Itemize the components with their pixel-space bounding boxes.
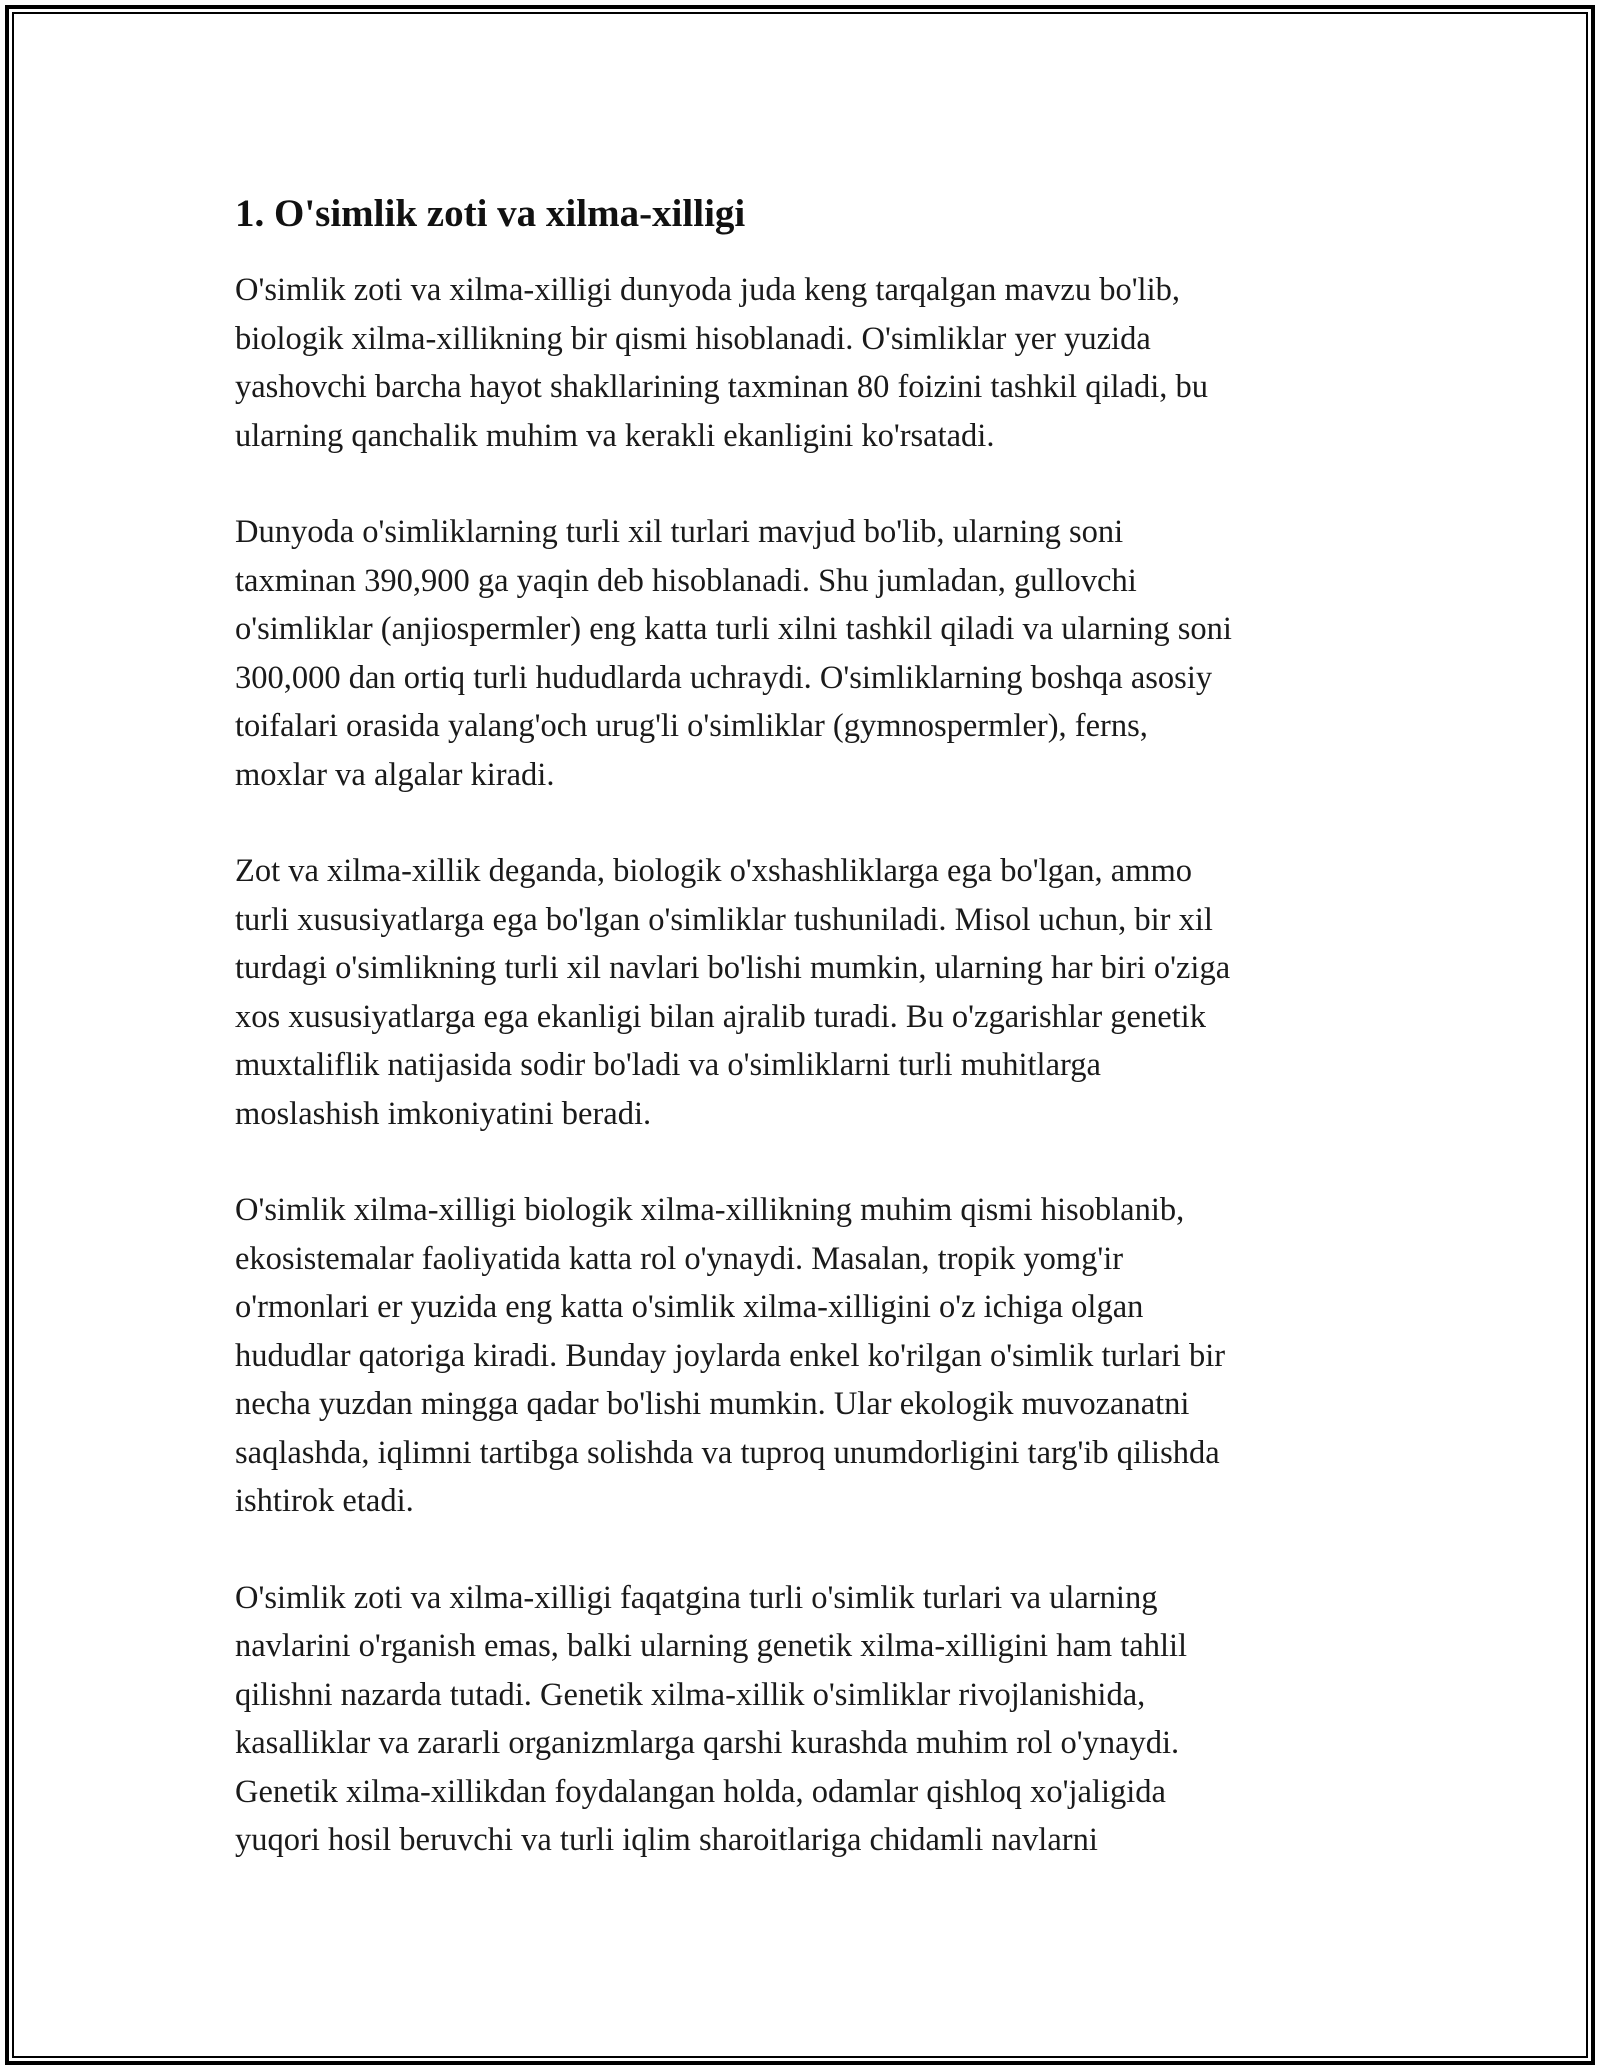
paragraph: [235, 508, 1375, 799]
paragraph-line: Genetik xilma-xillikdan foydalangan holda, odamlar qishloq xo'jaligida: [235, 1773, 1166, 1810]
paragraph-line: 300,000 dan ortiq turli hududlarda uchraydi. O'simliklarning boshqa asosiy: [235, 659, 1213, 696]
paragraph-line: biologik xilma-xillikning bir qismi hisoblanadi. O'simliklar yer yuzida: [235, 320, 1151, 357]
paragraph: [235, 1186, 1375, 1526]
paragraph-line: qilishni nazarda tutadi. Genetik xilma-xillik o'simliklar rivojlanishida,: [235, 1676, 1146, 1713]
paragraph-line: xos xususiyatlarga ega ekanligi bilan ajralib turadi. Bu o'zgarishlar genetik: [235, 998, 1206, 1035]
paragraph-line: turli xususiyatlarga ega bo'lgan o'simliklar tushuniladi. Misol uchun, bir xil: [235, 901, 1213, 938]
paragraph-line: ishtirok etadi.: [235, 1483, 414, 1519]
paragraph-line: yuqori hosil beruvchi va turli iqlim sharoitlariga chidamli navlarni: [235, 1822, 1098, 1858]
paragraph: [235, 847, 1375, 1138]
document-body: [235, 190, 1375, 1913]
paragraph-line: moxlar va algalar kiradi.: [235, 756, 555, 793]
paragraph-line: yashovchi barcha hayot shakllarining taxminan 80 foizini tashkil qiladi, bu: [235, 369, 1208, 405]
paragraph-line: o'simliklar (anjiospermler) eng katta turli xilni tashkil qiladi va ularning soni: [235, 611, 1232, 647]
section-heading: 1. O'simlik zoti va xilma-xilligi: [235, 192, 746, 235]
paragraph-line: saqlashda, iqlimni tartibga solishda va tuproq unumdorligini targ'ib qilishda: [235, 1434, 1220, 1471]
paragraph-line: ekosistemalar faoliyatida katta rol o'ynaydi. Masalan, tropik yomg'ir: [235, 1240, 1124, 1277]
paragraph-line: turdagi o'simlikning turli xil navlari bo'lishi mumkin, ularning har biri o'ziga: [235, 950, 1231, 986]
paragraph-line: navlarini o'rganish emas, balki ularning genetik xilma-xilligini ham tahlil: [235, 1628, 1188, 1664]
paragraph-line: taxminan 390,900 ga yaqin deb hisoblanadi. Shu jumladan, gullovchi: [235, 562, 1137, 599]
paragraph-list: [235, 266, 1375, 1865]
paragraph-line: moslashish imkoniyatini beradi.: [235, 1095, 652, 1132]
paragraph-line: O'simlik zoti va xilma-xilligi dunyoda juda keng tarqalgan mavzu bo'lib,: [235, 272, 1180, 308]
paragraph-line: o'rmonlari er yuzida eng katta o'simlik xilma-xilligini o'z ichiga olgan: [235, 1289, 1144, 1325]
paragraph-line: Zot va xilma-xillik deganda, biologik o'xshashliklarga ega bo'lgan, ammo: [235, 853, 1193, 889]
paragraph-line: necha yuzdan mingga qadar bo'lishi mumkin. Ular ekologik muvozanatni: [235, 1386, 1190, 1422]
paragraph-line: hududlar qatoriga kiradi. Bunday joylarda enkel ko'rilgan o'simlik turlari bir: [235, 1337, 1226, 1374]
paragraph: [235, 1574, 1375, 1865]
paragraph-line: kasalliklar va zararli organizmlarga qarshi kurashda muhim rol o'ynaydi.: [235, 1725, 1180, 1761]
paragraph: [235, 266, 1375, 460]
paragraph-line: Dunyoda o'simliklarning turli xil turlari mavjud bo'lib, ularning soni: [235, 514, 1124, 550]
paragraph-line: O'simlik xilma-xilligi biologik xilma-xillikning muhim qismi hisoblanib,: [235, 1192, 1185, 1228]
paragraph-line: muxtaliflik natijasida sodir bo'ladi va o'simliklarni turli muhitlarga: [235, 1047, 1101, 1083]
paragraph-line: ularning qanchalik muhim va kerakli ekanligini ko'rsatadi.: [235, 417, 995, 454]
paragraph-line: toifalari orasida yalang'och urug'li o'simliklar (gymnospermler), ferns,: [235, 708, 1148, 744]
paragraph-line: O'simlik zoti va xilma-xilligi faqatgina turli o'simlik turlari va ularning: [235, 1579, 1158, 1616]
